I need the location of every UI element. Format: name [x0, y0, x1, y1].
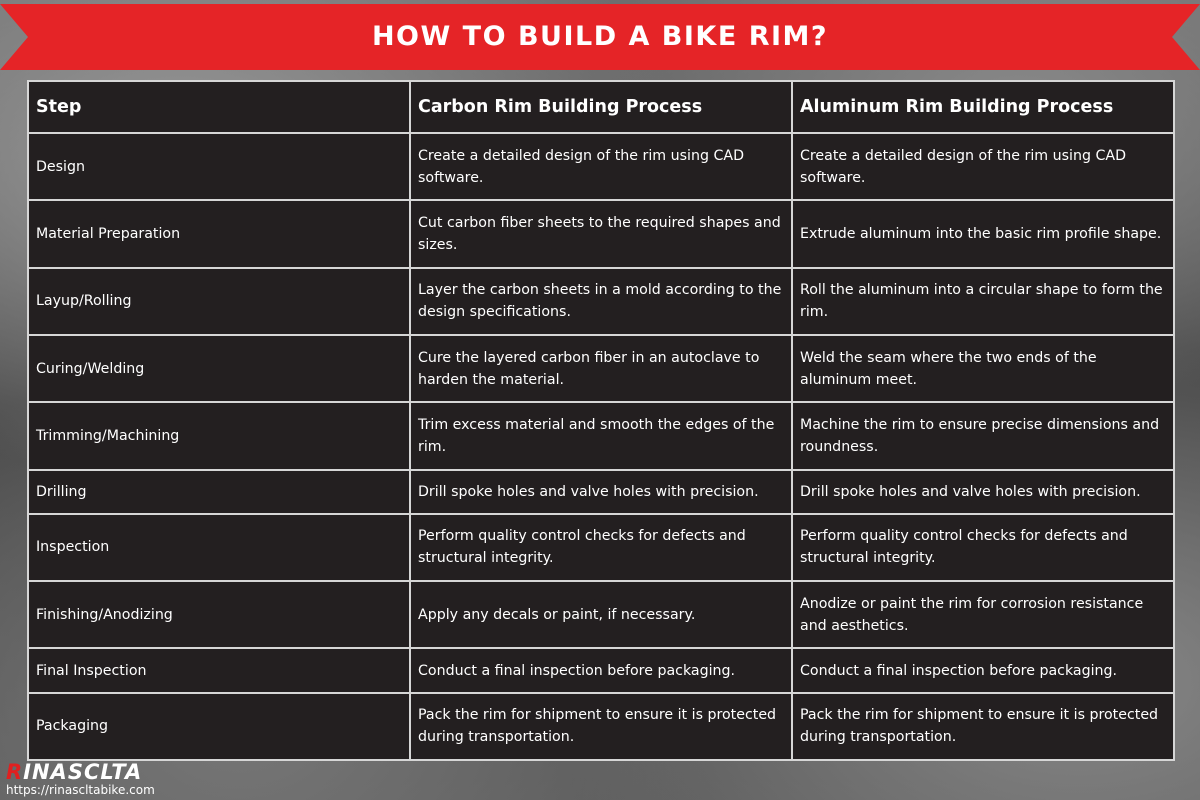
aluminum-cell: Drill spoke holes and valve holes with precision. — [792, 470, 1174, 514]
table-header-row — [28, 81, 1174, 133]
carbon-cell: Trim excess material and smooth the edges of the rim. — [410, 402, 792, 469]
step-cell: Finishing/Anodizing — [28, 581, 410, 648]
step-cell: Material Preparation — [28, 200, 410, 267]
step-cell: Design — [28, 133, 410, 200]
logo-initial: R — [6, 760, 24, 784]
header-carbon: Carbon Rim Building Process — [410, 81, 792, 133]
step-cell: Trimming/Machining — [28, 402, 410, 469]
aluminum-cell: Machine the rim to ensure precise dimensions and roundness. — [792, 402, 1174, 469]
page-title: HOW TO BUILD A BIKE RIM? — [371, 21, 829, 52]
header-aluminum: Aluminum Rim Building Process — [792, 81, 1174, 133]
table-row — [28, 268, 1174, 335]
process-table-container — [27, 80, 1173, 761]
step-cell: Packaging — [28, 693, 410, 760]
carbon-cell: Drill spoke holes and valve holes with precision. — [410, 470, 792, 514]
table-row — [28, 648, 1174, 692]
table-row — [28, 470, 1174, 514]
carbon-cell: Cure the layered carbon fiber in an autoclave to harden the material. — [410, 335, 792, 402]
site-url: https://rinascltabike.com — [6, 783, 155, 797]
table-row — [28, 133, 1174, 200]
step-cell: Inspection — [28, 514, 410, 581]
table-row — [28, 200, 1174, 267]
carbon-cell: Perform quality control checks for defects and structural integrity. — [410, 514, 792, 581]
process-table — [27, 80, 1175, 761]
aluminum-cell: Weld the seam where the two ends of the aluminum meet. — [792, 335, 1174, 402]
carbon-cell: Apply any decals or paint, if necessary. — [410, 581, 792, 648]
step-cell: Drilling — [28, 470, 410, 514]
table-row — [28, 335, 1174, 402]
carbon-cell: Conduct a final inspection before packaging. — [410, 648, 792, 692]
table-row — [28, 581, 1174, 648]
carbon-cell: Create a detailed design of the rim using CAD software. — [410, 133, 792, 200]
carbon-cell: Cut carbon fiber sheets to the required shapes and sizes. — [410, 200, 792, 267]
carbon-cell: Pack the rim for shipment to ensure it is protected during transportation. — [410, 693, 792, 760]
carbon-cell: Layer the carbon sheets in a mold according to the design specifications. — [410, 268, 792, 335]
title-banner — [0, 4, 1200, 70]
aluminum-cell: Anodize or paint the rim for corrosion resistance and aesthetics. — [792, 581, 1174, 648]
brand-logo — [6, 761, 142, 783]
table-row — [28, 514, 1174, 581]
aluminum-cell: Roll the aluminum into a circular shape to form the rim. — [792, 268, 1174, 335]
aluminum-cell: Conduct a final inspection before packaging. — [792, 648, 1174, 692]
step-cell: Layup/Rolling — [28, 268, 410, 335]
aluminum-cell: Pack the rim for shipment to ensure it is protected during transportation. — [792, 693, 1174, 760]
step-cell: Curing/Welding — [28, 335, 410, 402]
header-step: Step — [28, 81, 410, 133]
step-cell: Final Inspection — [28, 648, 410, 692]
table-row — [28, 402, 1174, 469]
aluminum-cell: Create a detailed design of the rim using CAD software. — [792, 133, 1174, 200]
logo-rest: INASCLTA — [23, 760, 143, 784]
aluminum-cell: Extrude aluminum into the basic rim profile shape. — [792, 200, 1174, 267]
table-row — [28, 693, 1174, 760]
aluminum-cell: Perform quality control checks for defects and structural integrity. — [792, 514, 1174, 581]
